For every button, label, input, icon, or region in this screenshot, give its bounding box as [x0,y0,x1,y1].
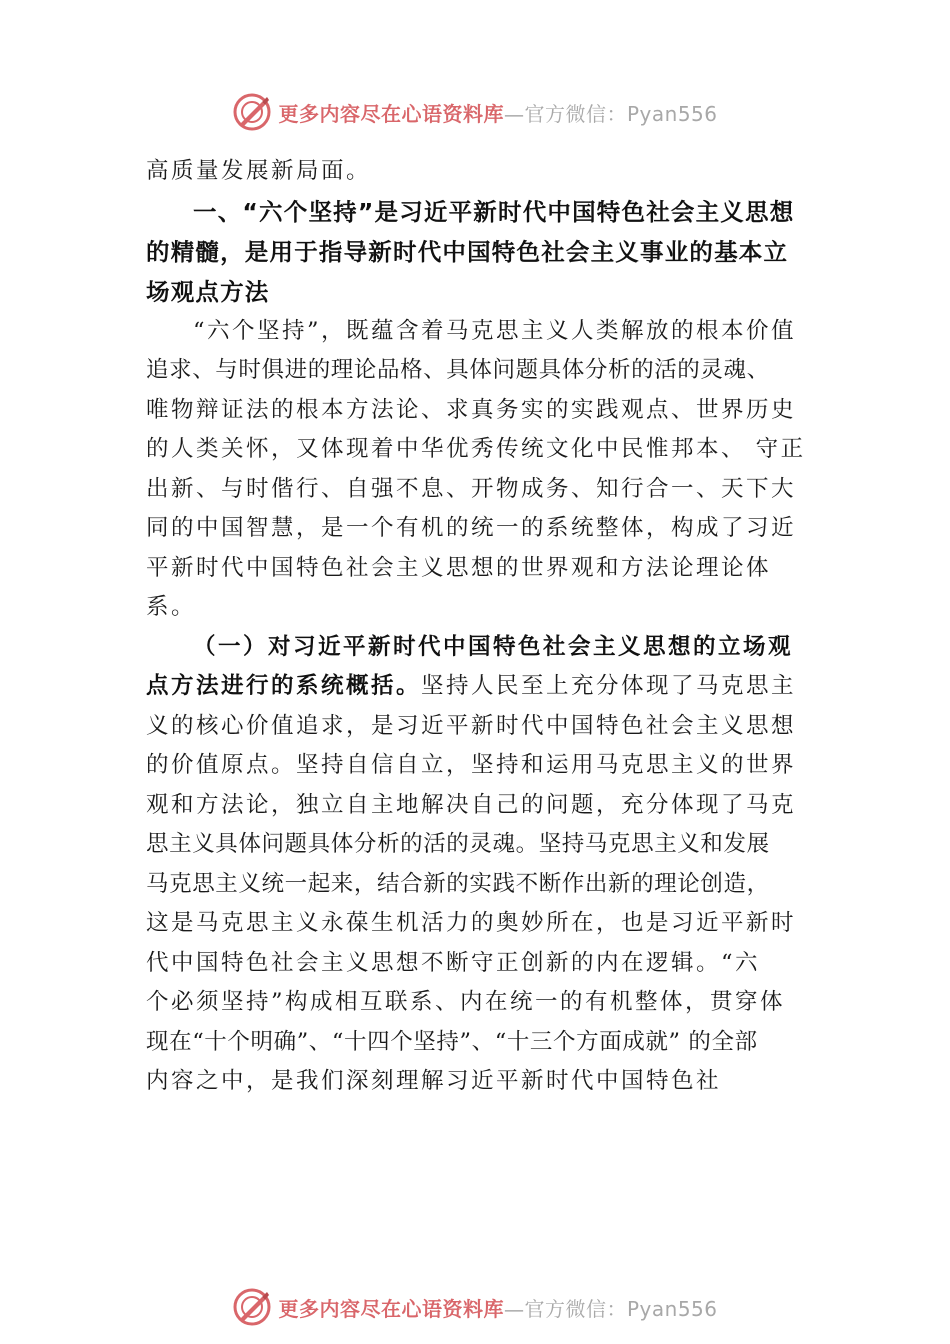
section-heading-line: 一、“六个坚持”是习近平新时代中国特色社会主义思想 [193,197,795,226]
paragraph-line: 的人类关怀，又体现着中华优秀传统文化中民惟邦本、 守正 [146,436,806,462]
paragraph-line: 同的中国智慧，是一个有机的统一的系统整体，构成了习近 [146,515,797,541]
watermark-wechat-label: 官方微信： [524,1296,627,1321]
paragraph-line: 内容之中，是我们深刻理解习近平新时代中国特色社 [146,1068,722,1094]
paragraph-line: 追求、与时俱进的理论品格、具体问题具体分析的活的灵魂、 [146,357,770,383]
subsection-heading-line: （一）对习近平新时代中国特色社会主义思想的立场观 [193,633,794,660]
paragraph-line: 马克思主义统一起来，结合新的实践不断作出新的理论创造， [146,870,770,897]
brand-logo-icon [232,92,272,132]
paragraph-line: 这是马克思主义永葆生机活力的奥妙所在，也是习近平新时 [146,910,797,936]
paragraph-line: 个必须坚持”构成相互联系、内在统一的有机整体，贯穿体 [146,989,786,1015]
paragraph-line: 思主义具体问题具体分析的活的灵魂。坚持马克思主义和发展 [146,831,770,857]
paragraph-line: 系。 [146,594,197,620]
watermark-wechat-label: 官方微信： [524,101,627,126]
section-heading-line: 的精髓，是用于指导新时代中国特色社会主义事业的基本立 [146,237,789,266]
paragraph-line: 现在“十个明确”、“十四个坚持”、“十三个方面成就” 的全部 [146,1028,758,1055]
document-body [146,152,818,1102]
paragraph-line: 观和方法论，独立自主地解决自己的问题，充分体现了马克 [146,791,797,818]
paragraph-line: 唯物辩证法的根本方法论、求真务实的实践观点、世界历史 [146,396,797,423]
brand-logo-icon [232,1287,272,1327]
watermark-brand: 更多内容尽在心语资料库 [278,101,504,126]
paragraph-line: 义的核心价值追求，是习近平新时代中国特色社会主义思想 [146,712,797,739]
paragraph-line: 代中国特色社会主义思想不断守正创新的内在逻辑。“六 [146,949,761,976]
watermark-dash: — [503,1296,525,1321]
watermark-dash: — [503,101,525,126]
paragraph-text: 坚持人民至上充分体现了马克思主 [421,673,797,699]
paragraph-line [146,667,818,707]
paragraph-line: 出新、与时偕行、自强不息、开物成务、知行合一、天下大 [146,475,797,502]
footer-watermark [0,1287,950,1327]
paragraph-line: 高质量发展新局面。 [146,158,372,184]
watermark-text [278,98,717,127]
section-heading-line: 场观点方法 [146,277,270,306]
watermark-text [278,1293,717,1322]
paragraph-line: 平新时代中国特色社会主义思想的世界观和方法论理论体 [146,554,772,581]
header-watermark [0,92,950,132]
watermark-wechat-id: Pyan556 [626,1296,718,1321]
paragraph-line: 的价值原点。坚持自信自立，坚持和运用马克思主义的世界 [146,752,797,778]
watermark-brand: 更多内容尽在心语资料库 [278,1296,504,1321]
watermark-wechat-id: Pyan556 [626,101,718,126]
paragraph-line: “六个坚持”，既蕴含着马克思主义人类解放的根本价值 [193,317,797,344]
subsection-heading-end: 点方法进行的系统概括。 [146,673,422,699]
